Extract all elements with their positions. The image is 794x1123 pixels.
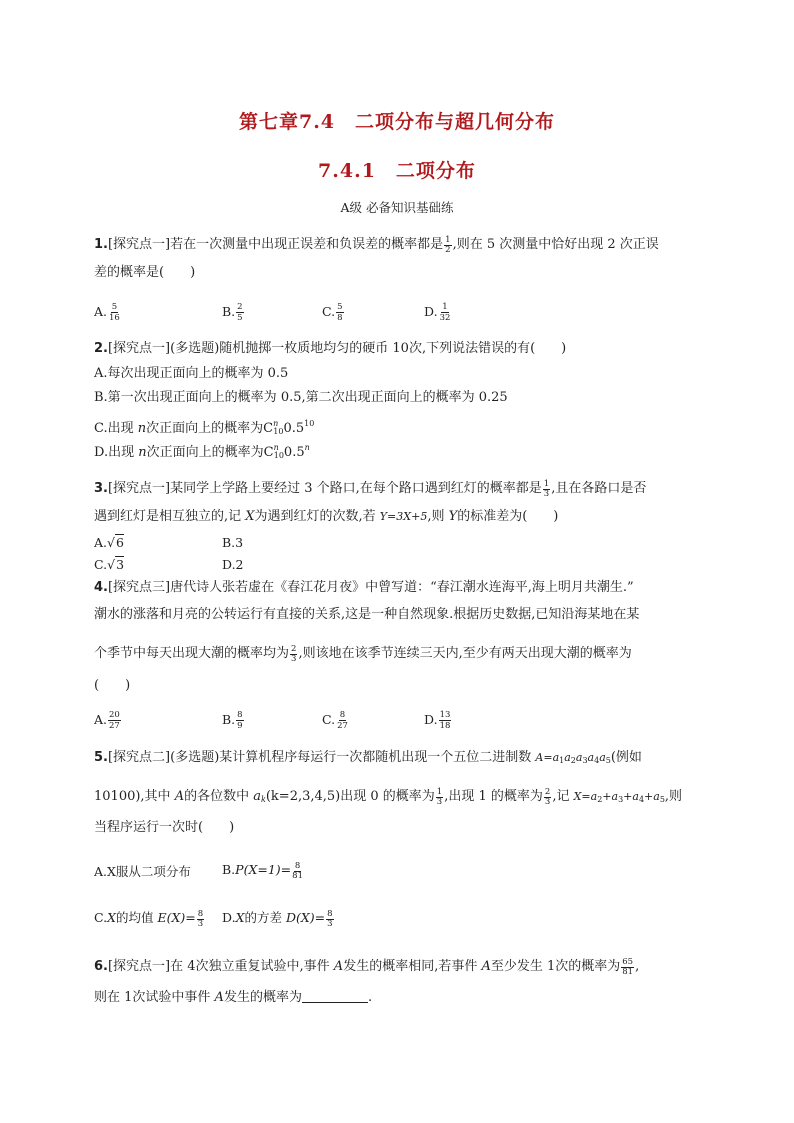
q2-option-c[interactable]: C.出现 n次正面向上的概率为$C^n_{10}0.5^{10}$ [94, 419, 315, 436]
answer-blank[interactable] [302, 990, 368, 1003]
q1-line2: 差的概率是( ) [94, 265, 196, 280]
q1-line1: 1.[探究点一]若在一次测量中出现正误差和负误差的概率都是 $\frac{1}{2}$ ,则在 5 次测量中恰好出现 2 次正误 [94, 235, 659, 255]
q3-option-d[interactable]: D.2 [222, 557, 244, 572]
q4-number: 4. [94, 580, 108, 595]
section-title: 7.4.1 二项分布 [318, 160, 476, 182]
q2-number: 2. [94, 341, 108, 356]
q4-option-d[interactable]: D. $\frac{13}{18}$ [424, 710, 451, 731]
q5-line3: 当程序运行一次时( ) [94, 820, 235, 835]
q4-line3: 个季节中每天出现大潮的概率均为 $\frac{2}{3}$ ,则该地在该季节连续三天内,至少有两天出现大潮的概率为 [94, 644, 632, 664]
q1-option-c[interactable]: C. $\frac{5}{8}$ [322, 302, 343, 323]
q2-line1: 2.[探究点一](多选题)随机抛掷一枚质地均匀的硬币 10次,下列说法错误的有( ) [94, 341, 567, 356]
q1-number: 1. [94, 237, 108, 252]
q2-option-a[interactable]: A.每次出现正面向上的概率为 0.5 [94, 366, 289, 381]
q4-line4: ( ) [94, 678, 131, 693]
q1-option-d[interactable]: D. $\frac{1}{32}$ [424, 302, 451, 323]
q6-fraction: $\frac{65}{81}$ [622, 957, 634, 977]
q2-option-b[interactable]: B.第一次出现正面向上的概率为 0.5,第二次出现正面向上的概率为 0.25 [94, 390, 508, 405]
q5-option-c[interactable]: C.X的均值 E(X)= $\frac{8}{3}$ [94, 909, 204, 929]
q4-option-a[interactable]: A. $\frac{20}{27}$ [94, 710, 120, 731]
q3-line1: 3.[探究点一]某同学上学路上要经过 3 个路口,在每个路口遇到红灯的概率都是 $\frac{1}{3}$ ,且在各路口是否 [94, 479, 647, 499]
q4-fraction: $\frac{2}{3}$ [291, 644, 297, 664]
q5-number: 5. [94, 750, 108, 765]
level-title: A级 必备知识基础练 [340, 200, 454, 215]
q4-line1: 4.[探究点三]唐代诗人张若虚在《春江花月夜》中曾写道：“春江潮水连海平,海上明月共潮生.” [94, 580, 634, 595]
q1-option-b[interactable]: B. $\frac{2}{5}$ [222, 302, 243, 323]
q4-line2: 潮水的涨落和月亮的公转运行有直接的关系,这是一种自然现象.根据历史数据,已知沿海某地在某 [94, 607, 640, 622]
q1-fraction: $\frac{1}{2}$ [445, 235, 451, 255]
q4-option-c[interactable]: C. $\frac{8}{27}$ [322, 710, 348, 731]
q5-option-b[interactable]: B.P(X=1)= $\frac{8}{81}$ [222, 861, 303, 881]
q5-line1: 5.[探究点二](多选题)某计算机程序每运行一次都随机出现一个五位二进制数 $A=a_1a_2a_3a_4a_5$(例如 [94, 750, 642, 765]
chapter-title: 第七章7.4 二项分布与超几何分布 [238, 111, 556, 133]
q5-option-a[interactable]: A.X服从二项分布 [94, 864, 191, 879]
q3-number: 3. [94, 481, 108, 496]
q3-option-b[interactable]: B.3 [222, 535, 244, 550]
q6-number: 6. [94, 959, 108, 974]
q3-fraction: $\frac{1}{3}$ [543, 479, 550, 499]
q3-option-c[interactable]: C.√3 [94, 557, 125, 572]
q5-line2: 10100),其中 A的各位数中 $a_k(k=2,3,4,5)$出现 0 的概率为 $\frac{1}{3}$ ,出现 1 的概率为 $\frac{2}{3}$ ,记 $X=a_2+a_3+a_4+a_5$,则 [94, 787, 683, 807]
q3-line2: 遇到红灯是相互独立的,记 X为遇到红灯的次数,若 Y=3X+5,则 Y的标准差为( ) [94, 509, 559, 524]
q6-line1: 6.[探究点一]在 4次独立重复试验中,事件 A发生的概率相同,若事件 A至少发生 1次的概率为 $\frac{65}{81}$ , [94, 957, 640, 977]
q1-option-a[interactable]: A. $\frac{5}{16}$ [94, 302, 120, 323]
q3-option-a[interactable]: A.√6 [94, 535, 124, 550]
q4-option-b[interactable]: B. $\frac{8}{9}$ [222, 710, 243, 731]
q2-option-d[interactable]: D.出现 n次正面向上的概率为$C^n_{10}0.5^n$ [94, 443, 310, 460]
q5-option-d[interactable]: D.X的方差 D(X)= $\frac{8}{3}$ [222, 909, 333, 929]
q6-line2: 则在 1次试验中事件 A发生的概率为 . [94, 990, 373, 1005]
